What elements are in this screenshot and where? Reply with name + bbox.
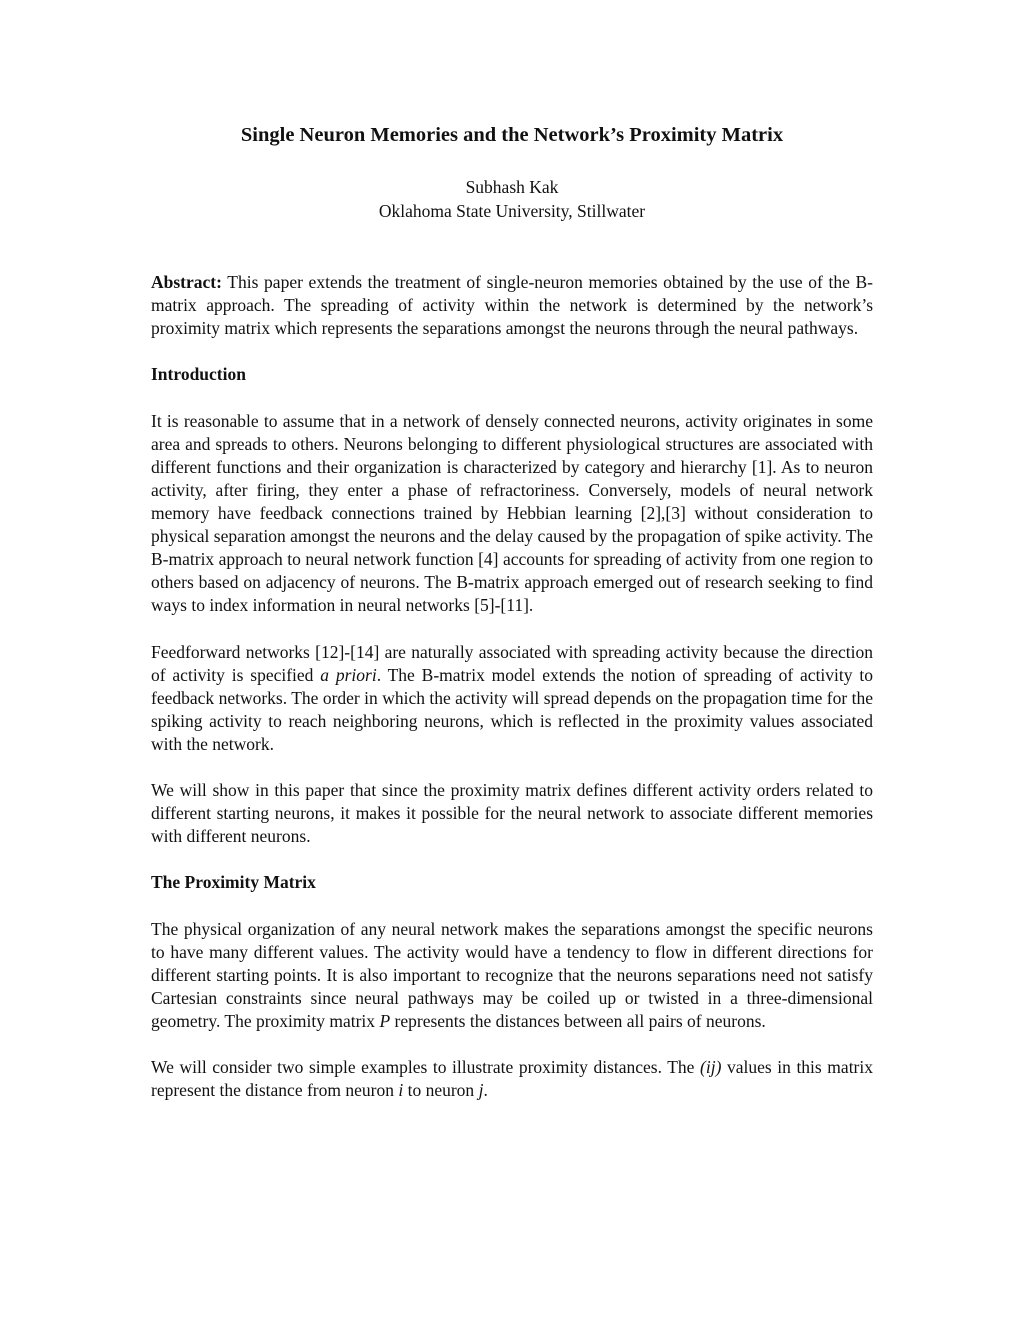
prox-p2-text-a: We will consider two simple examples to illustrate proximity distances. The (151, 1057, 701, 1078)
intro-p2-italic: a priori (320, 664, 377, 685)
prox-p2-ij: (ij) (700, 1057, 722, 1078)
author-name: Subhash Kak (465, 177, 559, 197)
proximity-paragraph-1 (151, 918, 873, 1033)
prox-p1-italic: P (379, 1011, 391, 1031)
intro-p2-text-a: Feedforward networks [12]-[14] are naturally associated with spreading activity because the direction of activity is specified (151, 641, 873, 685)
abstract-paragraph (151, 271, 873, 340)
prox-p2-i: i (398, 1080, 404, 1101)
abstract-label: Abstract: (151, 272, 222, 292)
introduction-paragraph-2 (151, 641, 873, 756)
paper-title: Single Neuron Memories and the Network’s Proximity Matrix (240, 124, 784, 146)
prox-p2-j: j (478, 1080, 484, 1101)
author-affiliation: Oklahoma State University, Stillwater (378, 201, 646, 221)
prox-p2-text-b: values in this matrix represent the distance from neuron (151, 1057, 873, 1101)
abstract-text: This paper extends the treatment of single-neuron memories obtained by the use of the B-matrix approach. The spreading of activity within the network is determined by the network’s proximity matrix which represents the separations amongst the neurons through the neural pathways. (151, 272, 873, 339)
author-block (151, 175, 873, 223)
intro-p2-text-b: . The B-matrix model extends the notion of spreading of activity to feedback networks. The order in which the activity will spread depends on the propagation time for the spiking activity to reach neighboring neurons, which is reflected in the proximity values associated with the network. (151, 664, 873, 754)
proximity-matrix-heading: The Proximity Matrix (151, 872, 316, 893)
prox-p1-text-b: represents the distances between all pairs of neurons. (390, 1011, 766, 1031)
introduction-heading: Introduction (151, 364, 246, 385)
proximity-paragraph-2 (151, 1056, 873, 1102)
paper-body (151, 271, 873, 1125)
introduction-paragraph-1: It is reasonable to assume that in a network of densely connected neurons, activity originates in some area and spreads to others. Neurons belonging to different physiological structures are associated with different functions and their organization is characterized by category and hierarchy [1]. As to neuron activity, after firing, they enter a phase of refractoriness. Conversely, models of neural network memory have feedback connections trained by Hebbian learning [2],[3] without consideration to physical separation amongst the neurons and the delay caused by the propagation of spike activity. The B-matrix approach to neural network function [4] accounts for spreading of activity from one region to others based on adjacency of neurons. The B-matrix approach emerged out of research seeking to find ways to index information in neural networks [5]-[11]. (151, 410, 873, 616)
prox-p2-text-c: to neuron (403, 1080, 479, 1101)
prox-p1-text-a: The physical organization of any neural network makes the separations amongst the specific neurons to have many different values. The activity would have a tendency to flow in different directions for different starting points. It is also important to recognize that the neurons separations need not satisfy Cartesian constraints since neural pathways may be coiled up or twisted in a three-dimensional geometry. The proximity matrix (151, 918, 873, 1031)
prox-p2-text-d: . (483, 1080, 488, 1101)
introduction-paragraph-3: We will show in this paper that since the proximity matrix defines different activity orders related to different starting neurons, it makes it possible for the neural network to associate different memories with different neurons. (151, 780, 873, 847)
